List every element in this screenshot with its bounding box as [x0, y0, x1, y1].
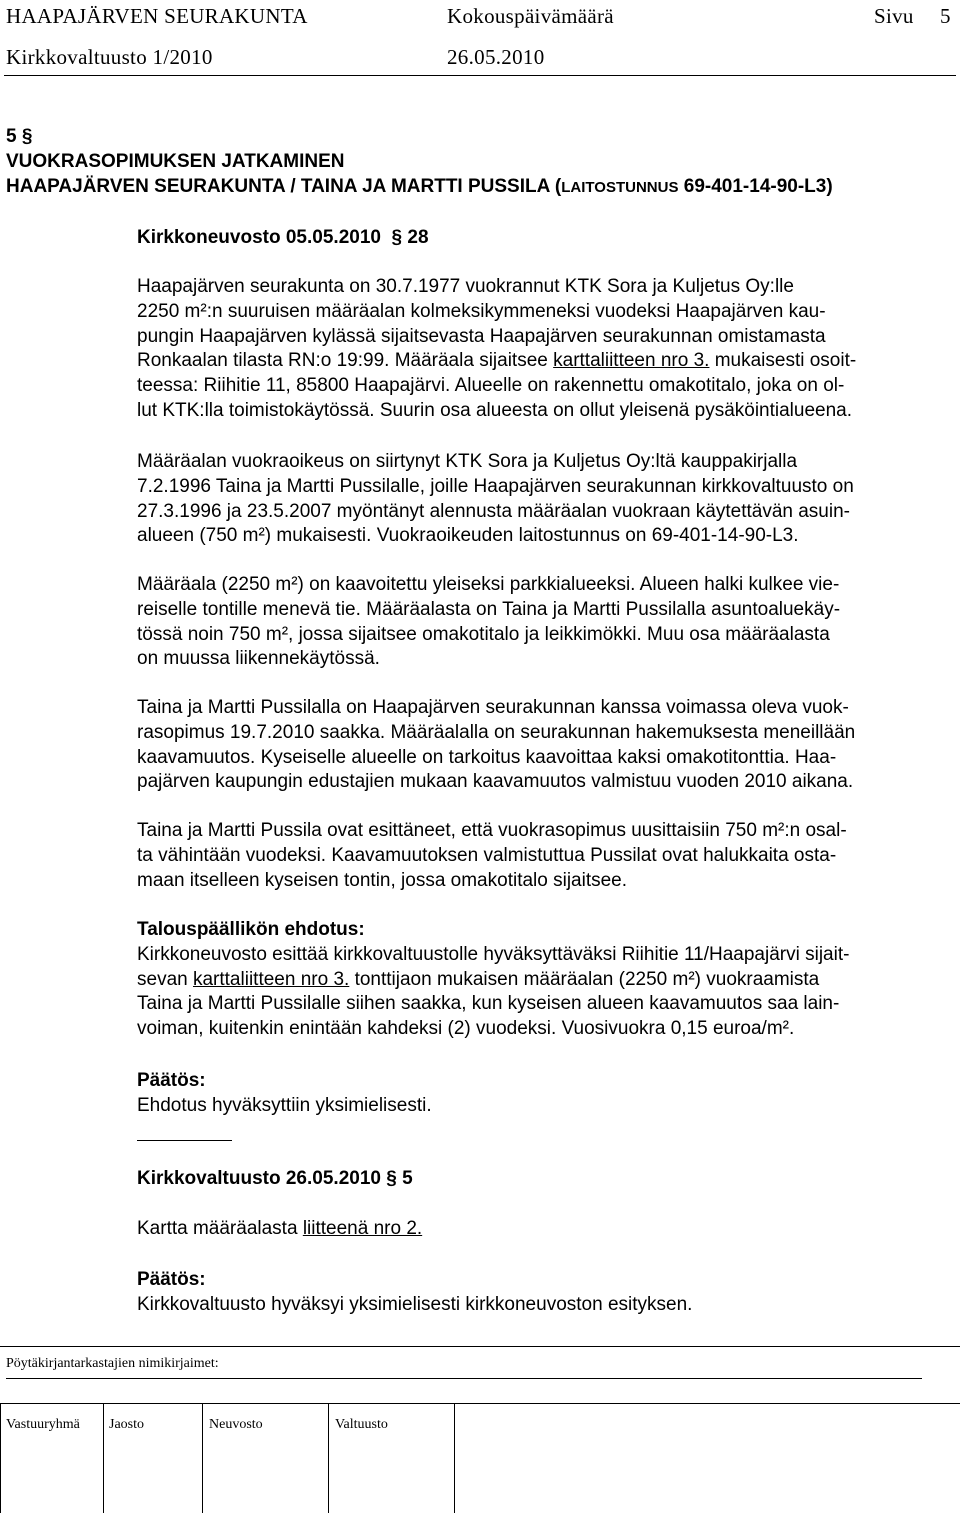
- header-meeting: Kirkkovaltuusto 1/2010: [6, 45, 213, 69]
- decision-heading: Päätös:: [137, 1070, 206, 1091]
- header-date-label: Kokouspäivämäärä: [447, 4, 614, 28]
- footer-table-rule: [0, 1403, 960, 1404]
- council2-heading-num: 5: [402, 1168, 413, 1189]
- text-line: kaavamuutos. Kyseiselle alueelle on tarkoitus kaavoittaa kaksi omakotitonttia. Haa-: [137, 746, 837, 768]
- text-line: reiselle tontille menevä tie. Määräalasta on Taina ja Martti Pussilalla asuntoaluekäy-: [137, 598, 841, 620]
- council2-heading: [137, 1168, 413, 1190]
- text-line: Taina ja Martti Pussila ovat esittäneet, että vuokrasopimus uusittaisiin 750 m²:n osal-: [137, 820, 847, 841]
- section-title-2-small: LAITOSTUNNUS: [561, 179, 679, 196]
- section-sign-icon: §: [16, 126, 33, 147]
- council-heading-text: Kirkkoneuvosto 05.05.2010: [137, 227, 381, 248]
- section-number: [6, 126, 32, 148]
- paragraph-renewal-request: [137, 819, 957, 893]
- decision-text: Ehdotus hyväksyttiin yksimielisesti.: [137, 1094, 432, 1116]
- signatures-label: Pöytäkirjantarkastajien nimikirjaimet:: [6, 1356, 219, 1371]
- footer-col-vastuuryhma: Vastuuryhmä: [6, 1417, 80, 1432]
- footer-col-divider: [103, 1403, 104, 1513]
- text-line: ta vähintään vuodeksi. Kaavamuutoksen valmistuttua Pussilat ovat halukkaita osta-: [137, 844, 837, 866]
- map-appendix-link[interactable]: karttaliitteen nro 3.: [553, 350, 710, 372]
- text-line: rasopimus 19.7.2010 saakka. Määräalalla on seurakunnan hakemuksesta meneillään: [137, 721, 856, 743]
- section-number-text: 5: [6, 126, 17, 147]
- text-segment: tonttijaon mukaisen määräalan (2250 m²) vuokraamista: [349, 968, 820, 990]
- text-line: Haapajärven seurakunta on 30.7.1977 vuokrannut KTK Sora ja Kuljetus Oy:lle: [137, 276, 794, 297]
- header-org: HAAPAJÄRVEN SEURAKUNTA: [6, 4, 308, 28]
- text-line: Taina ja Martti Pussilalle siihen saakka, kun kyseisen alueen kaavamuutos saa lain-: [137, 993, 840, 1015]
- attachment-link[interactable]: liitteenä nro 2.: [302, 1218, 423, 1239]
- text-line: tössä noin 750 m², jossa sijaitsee omakotitalo ja leikkimökki. Muu osa määräalasta: [137, 623, 830, 645]
- section-title-2-end: 69-401-14-90-L3): [678, 176, 833, 197]
- decision-heading: Päätös:: [137, 1269, 206, 1290]
- text-line: alueen (750 m²) mukaisesti. Vuokraoikeuden laitostunnus on 69-401-14-90-L3.: [137, 525, 799, 547]
- text-line: [137, 968, 957, 993]
- paragraph-current-lease: [137, 696, 957, 795]
- footer-col-divider: [328, 1403, 329, 1513]
- proposal-heading: Talouspäällikön ehdotus:: [137, 919, 365, 940]
- text-line: Määräala (2250 m²) on kaavoitettu yleiseksi parkkialueeksi. Alueen halki kulkee vie-: [137, 574, 840, 595]
- header-page-label: Sivu: [874, 4, 914, 28]
- footer-col-divider: [202, 1403, 203, 1513]
- header-divider: [4, 75, 956, 76]
- footer-col-valtuusto: Valtuusto: [335, 1417, 388, 1432]
- text-line: 27.3.1996 ja 23.5.2007 myöntänyt alennusta määräalan vuokraan käytettävän asuin-: [137, 500, 850, 522]
- header-date: 26.05.2010: [447, 45, 545, 69]
- text-line: voiman, kuitenkin enintään kahdeksi (2) vuodeksi. Vuosivuokra 0,15 euroa/m².: [137, 1018, 795, 1040]
- text-line: Kirkkoneuvosto esittää kirkkovaltuustolle hyväksyttäväksi Riihitie 11/Haapajärvi sijait-: [137, 943, 850, 965]
- council-heading: [137, 227, 429, 249]
- text-segment: Ronkaalan tilasta RN:o 19:99. Määräala sijaitsee: [137, 350, 554, 372]
- text-line: 2250 m²:n suuruisen määräalan kolmeksikymmeneksi vuodeksi Haapajärven kau-: [137, 300, 826, 322]
- footer-col-divider: [454, 1403, 455, 1513]
- signature-line: [6, 1378, 922, 1379]
- text-line: 7.2.1996 Taina ja Martti Pussilalle, joille Haapajärven seurakunnan kirkkovaltuusto on: [137, 475, 854, 497]
- section-sign-icon: §: [380, 1168, 403, 1189]
- text-line: teessa: Riihitie 11, 85800 Haapajärvi. Alueelle on rakennettu omakotitalo, joka on ol-: [137, 375, 845, 397]
- text-line: Taina ja Martti Pussilalla on Haapajärven seurakunnan kanssa voimassa oleva vuok-: [137, 697, 849, 718]
- text-segment: sevan: [137, 968, 193, 990]
- proposal-block: [137, 918, 957, 1042]
- decision-text: Kirkkovaltuusto hyväksyi yksimielisesti kirkkoneuvoston esityksen.: [137, 1293, 693, 1315]
- section-title-2: [6, 176, 833, 198]
- text-line: lut KTK:lla toimistokäytössä. Suurin osa alueesta on ollut yleisenä pysäköintialueena.: [137, 399, 853, 421]
- text-line: pajärven kaupungin edustajien mukaan kaavamuutos valmistuu vuoden 2010 aikana.: [137, 771, 854, 793]
- text-segment: mukaisesti osoit-: [709, 350, 857, 372]
- section-title-2-main: HAAPAJÄRVEN SEURAKUNTA / TAINA JA MARTTI PUSSILA (: [6, 176, 562, 197]
- text-line: [137, 349, 957, 374]
- text-line: on muussa liikennekäytössä.: [137, 648, 380, 670]
- footer-col-divider: [0, 1403, 1, 1513]
- decision-council: [137, 1069, 957, 1119]
- text-line: pungin Haapajärven kylässä sijaitsevasta Haapajärven seurakunnan omistamasta: [137, 325, 826, 347]
- paragraph-zoning: [137, 573, 957, 672]
- header-page-number: 5: [940, 4, 951, 28]
- map-attachment-line: [137, 1218, 422, 1240]
- short-divider: [137, 1140, 232, 1141]
- map-appendix-link[interactable]: karttaliitteen nro 3.: [192, 968, 350, 990]
- footer-col-jaosto: Jaosto: [109, 1417, 144, 1432]
- text-segment: Kartta määräalasta: [137, 1218, 303, 1239]
- section-sign-icon: §: [380, 227, 408, 248]
- decision-assembly: [137, 1268, 957, 1318]
- text-line: maan itselleen kyseisen tontin, jossa omakotitalo sijaitsee.: [137, 869, 628, 891]
- footer-col-neuvosto: Neuvosto: [209, 1417, 263, 1432]
- text-line: Määräalan vuokraoikeus on siirtynyt KTK Sora ja Kuljetus Oy:ltä kauppakirjalla: [137, 451, 798, 472]
- council-heading-num: 28: [407, 227, 429, 248]
- paragraph-lease-history: [137, 275, 957, 424]
- council2-heading-text: Kirkkovaltuusto 26.05.2010: [137, 1168, 381, 1189]
- footer-top-rule: [0, 1346, 960, 1347]
- section-title-1: VUOKRASOPIMUKSEN JATKAMINEN: [6, 151, 345, 172]
- paragraph-lease-transfer: [137, 450, 957, 549]
